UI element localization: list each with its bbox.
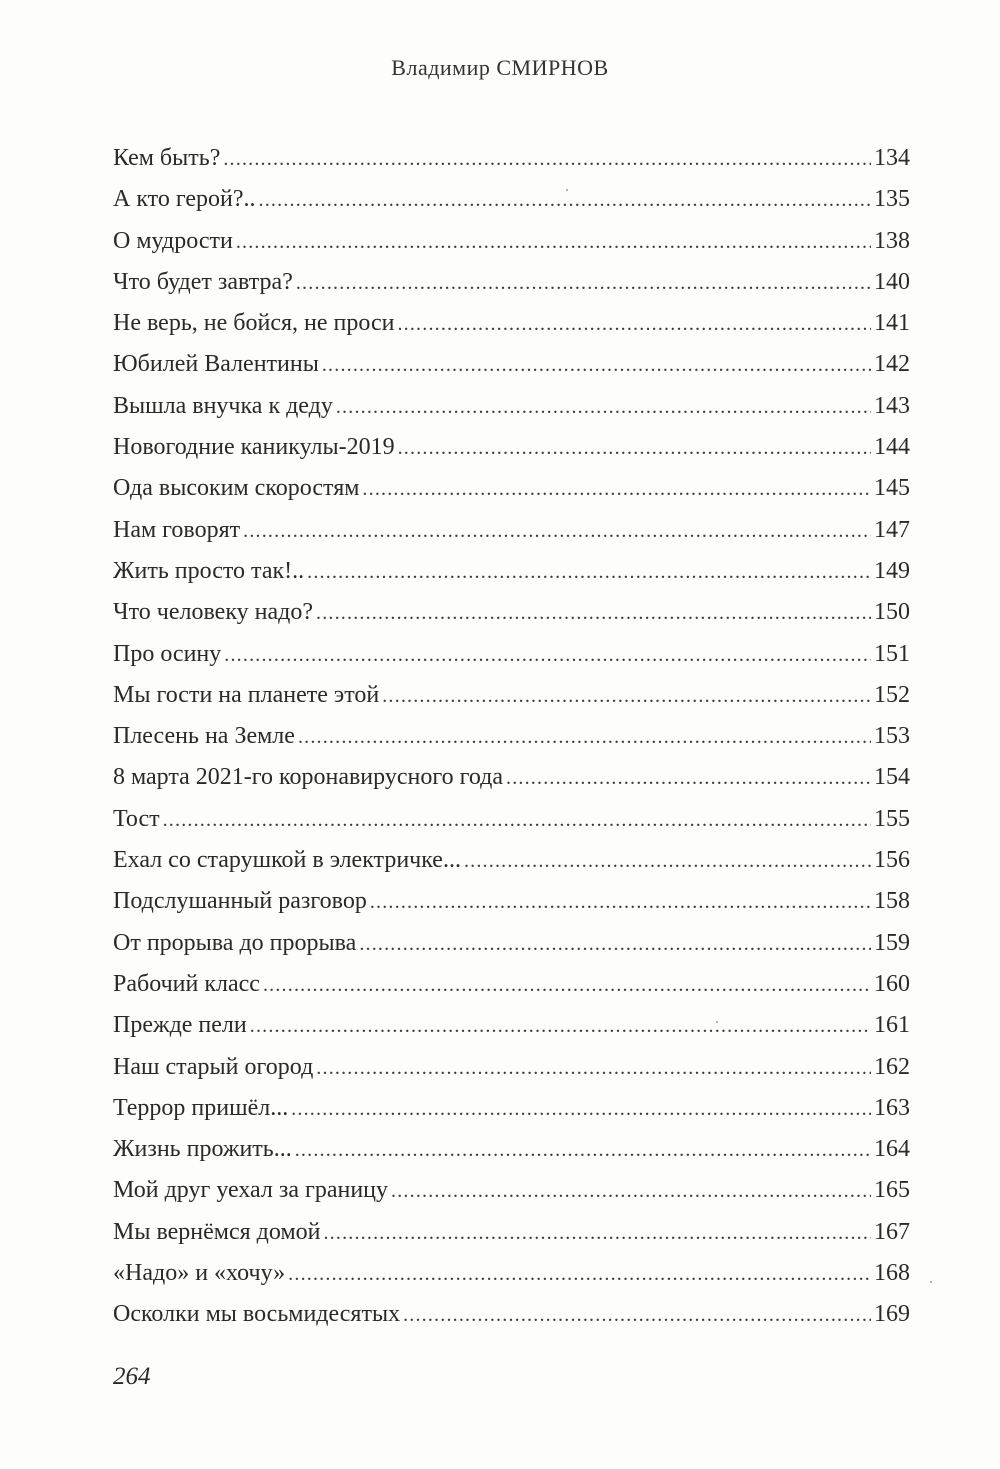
toc-entry-page: 144 <box>874 434 910 461</box>
toc-entry-title: «Надо» и «хочу» <box>113 1260 286 1287</box>
toc-dot-leader <box>398 428 871 469</box>
toc-dot-leader <box>295 1130 871 1171</box>
toc-dot-leader <box>336 387 871 428</box>
toc-dot-leader <box>263 965 871 1006</box>
toc-entry <box>113 1005 910 1046</box>
toc-dot-leader <box>403 1295 871 1336</box>
toc-dot-leader <box>382 676 871 717</box>
toc-entry-page: 150 <box>874 599 910 626</box>
toc-dot-leader <box>323 1213 871 1254</box>
toc-dot-leader <box>236 222 871 263</box>
toc-dot-leader <box>362 469 871 510</box>
toc-entry-page: 159 <box>874 929 910 956</box>
toc-dot-leader <box>359 924 871 965</box>
toc-dot-leader <box>288 1254 871 1295</box>
toc-entry <box>113 592 910 633</box>
toc-entry-page: 169 <box>874 1301 910 1328</box>
toc-entry-title: Мы вернёмся домой <box>113 1218 321 1245</box>
toc-entry-title: Мы гости на планете этой <box>113 681 380 708</box>
toc-dot-leader <box>316 1048 871 1089</box>
toc-entry-page: 149 <box>874 557 910 584</box>
toc-entry <box>113 757 910 798</box>
toc-entry <box>113 1212 910 1253</box>
toc-entry-page: 145 <box>874 475 910 502</box>
toc-entry-page: 167 <box>874 1218 910 1245</box>
toc-entry-title: От прорыва до прорыва <box>113 929 357 956</box>
toc-entry <box>113 138 910 179</box>
toc-entry-page: 142 <box>874 351 910 378</box>
toc-entry-title: Подслушанный разговор <box>113 888 367 915</box>
toc-entry-page: 160 <box>874 970 910 997</box>
toc-entry-page: 141 <box>874 310 910 337</box>
toc-entry-title: Мой друг уехал за границу <box>113 1177 389 1204</box>
toc-entry-title: Что будет завтра? <box>113 268 293 295</box>
toc-dot-leader <box>316 593 871 634</box>
toc-entry-page: 163 <box>874 1094 910 1121</box>
toc-dot-leader <box>307 552 871 593</box>
toc-entry-page: 156 <box>874 847 910 874</box>
toc-dot-leader <box>163 800 871 841</box>
toc-entry-title: Наш старый огород <box>113 1053 314 1080</box>
toc-entry-title: Про осину <box>113 640 222 667</box>
toc-entry-title: Жить просто так!.. <box>113 557 305 584</box>
toc-entry-title: 8 марта 2021-го коронавирусного года <box>113 764 503 791</box>
toc-dot-leader <box>243 511 871 552</box>
table-of-contents <box>113 138 910 1336</box>
toc-entry <box>113 675 910 716</box>
toc-entry-title: Нам говорят <box>113 516 241 543</box>
toc-entry-page: 135 <box>874 186 910 213</box>
toc-entry <box>113 510 910 551</box>
toc-dot-leader <box>391 1171 871 1212</box>
toc-entry <box>113 881 910 922</box>
toc-entry-page: 153 <box>874 723 910 750</box>
toc-entry <box>113 1253 910 1294</box>
toc-entry-title: Осколки мы восьмидесятых <box>113 1301 401 1328</box>
toc-entry-title: А кто герой?.. <box>113 186 256 213</box>
toc-entry-page: 140 <box>874 268 910 295</box>
toc-entry-page: 152 <box>874 681 910 708</box>
toc-entry-page: 168 <box>874 1260 910 1287</box>
toc-entry <box>113 1170 910 1211</box>
toc-dot-leader <box>223 139 871 180</box>
toc-entry-title: Ехал со старушкой в электричке... <box>113 847 461 874</box>
toc-entry <box>113 799 910 840</box>
toc-entry-page: 162 <box>874 1053 910 1080</box>
toc-entry <box>113 427 910 468</box>
toc-entry-title: Прежде пели <box>113 1012 247 1039</box>
toc-entry <box>113 1294 910 1335</box>
toc-entry-title: Не верь, не бойся, не проси <box>113 310 395 337</box>
toc-dot-leader <box>322 345 871 386</box>
toc-dot-leader <box>397 304 871 345</box>
toc-entry-title: Жизнь прожить... <box>113 1136 292 1163</box>
toc-entry-title: Юбилей Валентины <box>113 351 319 378</box>
toc-dot-leader <box>506 758 871 799</box>
toc-entry-page: 147 <box>874 516 910 543</box>
toc-dot-leader <box>224 635 871 676</box>
toc-entry <box>113 179 910 220</box>
toc-entry <box>113 1047 910 1088</box>
toc-entry-title: Новогодние каникулы-2019 <box>113 434 395 461</box>
toc-entry <box>113 386 910 427</box>
toc-entry-title: Что человеку надо? <box>113 599 313 626</box>
paper-speck <box>566 189 568 191</box>
toc-dot-leader <box>250 1006 871 1047</box>
toc-dot-leader <box>298 717 871 758</box>
toc-dot-leader <box>296 263 871 304</box>
toc-entry-page: 158 <box>874 888 910 915</box>
toc-entry <box>113 468 910 509</box>
toc-entry-title: Террор пришёл... <box>113 1094 289 1121</box>
toc-entry <box>113 1088 910 1129</box>
toc-entry-page: 154 <box>874 764 910 791</box>
toc-entry <box>113 551 910 592</box>
toc-entry-page: 161 <box>874 1012 910 1039</box>
toc-entry <box>113 303 910 344</box>
toc-entry-page: 165 <box>874 1177 910 1204</box>
toc-entry-page: 134 <box>874 145 910 171</box>
toc-entry <box>113 1129 910 1170</box>
toc-entry-title: Плесень на Земле <box>113 723 295 750</box>
running-header: Владимир СМИРНОВ <box>391 55 609 80</box>
toc-entry-page: 138 <box>874 227 910 254</box>
paper-speck <box>716 1021 718 1023</box>
toc-entry-page: 143 <box>874 392 910 419</box>
toc-entry-title: Вышла внучка к деду <box>113 392 333 419</box>
toc-dot-leader <box>464 841 871 882</box>
page-number: 264 <box>113 1363 151 1390</box>
toc-entry <box>113 344 910 385</box>
toc-entry-page: 151 <box>874 640 910 667</box>
paper-speck <box>930 1281 932 1283</box>
toc-dot-leader <box>370 882 871 923</box>
toc-entry-title: Ода высоким скоростям <box>113 475 360 502</box>
toc-dot-leader <box>259 180 871 221</box>
toc-entry-page: 164 <box>874 1136 910 1163</box>
toc-dot-leader <box>291 1089 871 1130</box>
toc-entry <box>113 716 910 757</box>
toc-entry-title: Тост <box>113 805 160 832</box>
toc-entry <box>113 262 910 303</box>
toc-entry <box>113 634 910 675</box>
toc-entry <box>113 221 910 262</box>
toc-entry-title: Кем быть? <box>113 145 221 171</box>
toc-entry <box>113 964 910 1005</box>
toc-entry-page: 155 <box>874 805 910 832</box>
toc-entry-title: О мудрости <box>113 227 233 254</box>
toc-entry <box>113 840 910 881</box>
toc-entry <box>113 923 910 964</box>
toc-entry-title: Рабочий класс <box>113 970 260 997</box>
